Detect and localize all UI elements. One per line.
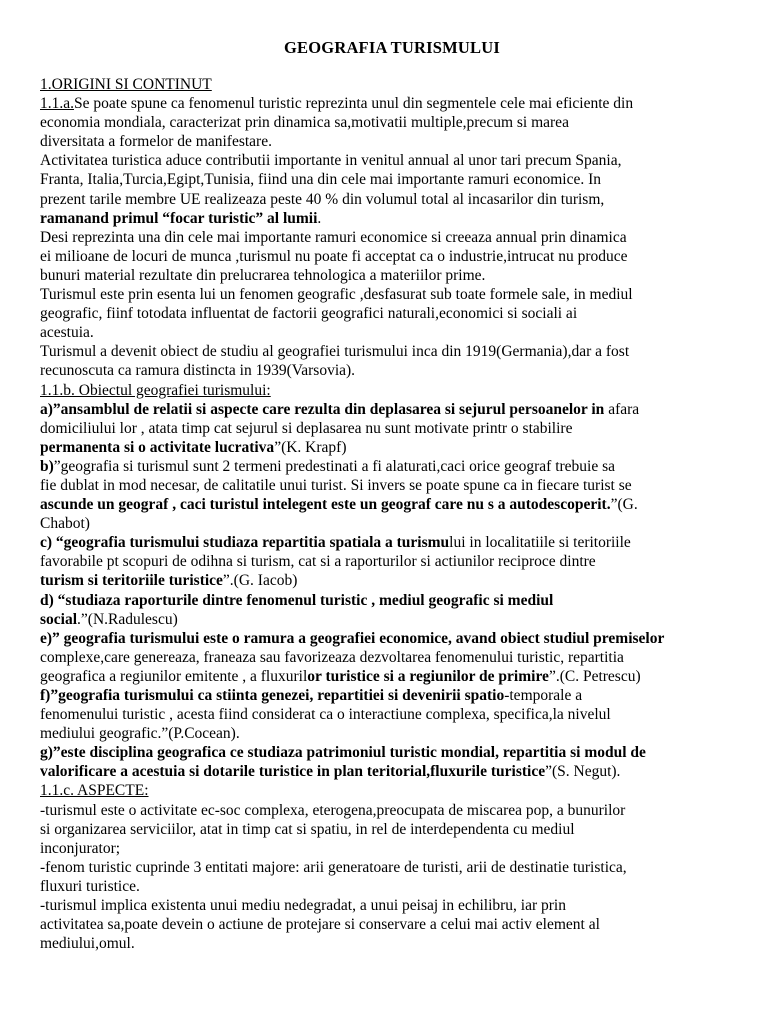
text-line xyxy=(40,247,744,266)
text-run: bunuri material rezultate din prelucrarea tehnologica a materiilor prime. xyxy=(40,266,486,284)
text-line xyxy=(40,151,744,170)
text-line xyxy=(40,629,744,648)
text-line xyxy=(40,724,744,743)
section-heading: 1.1.b. Obiectul geografiei turismului: xyxy=(40,381,271,399)
bold-run: social xyxy=(40,610,78,628)
text-run: mediului,omul. xyxy=(40,935,135,953)
text-run: . xyxy=(317,209,322,227)
text-run: lui in localitatiile si teritoriile xyxy=(449,534,631,552)
text-line xyxy=(40,514,744,533)
text-run: ”.(G. Iacob) xyxy=(222,572,298,590)
text-line xyxy=(40,839,744,858)
text-run: ”geografia si turismul sunt 2 termeni predestinati a fi alaturati,caci orice geograf trebuie sa xyxy=(53,457,616,475)
bold-run: g)”este disciplina geografica ce studiaza patrimoniul turistic mondial, repartitia si modul de xyxy=(40,744,646,762)
text-line xyxy=(40,75,744,94)
text-line xyxy=(40,762,744,781)
text-line xyxy=(40,94,744,113)
text-run: Turismul este prin esenta lui un fenomen geografic ,desfasurat sub toate formele sale, in mediul xyxy=(40,286,633,304)
text-run: fie dublat in mod necesar, de calitatile unui turist. Si invers se poate spune ca in fiecare turist se xyxy=(40,476,632,494)
text-line xyxy=(40,858,744,877)
text-run: favorabile pt scopuri de odihna si turism, cat si a raporturilor si actiunilor reciproce dintre xyxy=(40,553,596,571)
text-line xyxy=(40,190,744,209)
text-run: .”(N.Radulescu) xyxy=(77,610,178,628)
text-line xyxy=(40,132,744,151)
text-run: economia mondiala, caracterizat prin dinamica sa,motivatii multiple,precum si marea xyxy=(40,114,569,132)
text-line xyxy=(40,533,744,552)
bold-run: valorificare a acestuia si dotarile turistice in plan teritorial,fluxurile turistice xyxy=(40,763,546,781)
text-line xyxy=(40,743,744,762)
text-run: geografic, fiinf totodata influentat de factorii geografici naturali,economici si sociali ai xyxy=(40,305,578,323)
text-line xyxy=(40,934,744,953)
text-run: Activitatea turistica aduce contributii importante in venitul annual al unor tari precum Spania, xyxy=(40,152,622,170)
bold-run: permanenta si o activitate lucrativa xyxy=(40,438,275,456)
text-line xyxy=(40,113,744,132)
text-line xyxy=(40,571,744,590)
text-line xyxy=(40,552,744,571)
text-run: diversitata a formelor de manifestare. xyxy=(40,133,272,151)
text-line xyxy=(40,801,744,820)
text-run: prezent tarile membre UE realizeaza peste 40 % din volumul total al incasarilor din turism, xyxy=(40,190,605,208)
text-run: Se poate spune ca fenomenul turistic reprezinta unul din segmentele cele mai eficiente din xyxy=(74,95,634,113)
text-line xyxy=(40,667,744,686)
text-run: Franta, Italia,Turcia,Egipt,Tunisia, fiind una din cele mai importante ramuri economice. In xyxy=(40,171,602,189)
text-run: recunoscuta ca ramura distincta in 1939(Varsovia). xyxy=(40,362,356,380)
text-line xyxy=(40,686,744,705)
text-run: -turismul implica existenta unui mediu nedegradat, a unui peisaj in echilibru, iar prin xyxy=(40,897,566,915)
text-line xyxy=(40,705,744,724)
text-run: Turismul a devenit obiect de studiu al geografiei turismului inca din 1919(Germania),dar a fost xyxy=(40,343,630,361)
bold-run: a)”ansamblul de relatii si aspecte care rezulta din deplasarea si sejurul persoanelor in xyxy=(40,400,605,418)
text-line xyxy=(40,820,744,839)
text-run: ”.(C. Petrescu) xyxy=(548,667,641,685)
text-line xyxy=(40,648,744,667)
page-title: GEOGRAFIA TURISMULUI xyxy=(284,38,500,57)
text-line xyxy=(40,591,744,610)
text-line xyxy=(40,228,744,247)
text-line xyxy=(40,266,744,285)
bold-run: or turistice si a regiunilor de primire xyxy=(307,667,549,685)
bold-run: e)” geografia turismului este o ramura a geografiei economice, avand obiect studiul premiselor xyxy=(40,629,665,647)
text-line xyxy=(40,304,744,323)
text-line xyxy=(40,495,744,514)
bold-run: ascunde un geograf , caci turistul intelegent este un geograf care nu s a autodescoperit. xyxy=(40,496,611,514)
text-line xyxy=(40,381,744,400)
bold-run: ramanand primul “focar turistic” al lumii xyxy=(40,209,318,227)
text-run: fluxuri turistice. xyxy=(40,877,140,895)
text-run: -fenom turistic cuprinde 3 entitati majore: arii generatoare de turisti, arii de destinatie turistica, xyxy=(40,858,627,876)
text-run: acestuia. xyxy=(40,324,94,342)
text-run: ”(G. xyxy=(610,496,638,514)
bold-run: f)”geografia turismului ca stiinta genezei, repartitiei si devenirii spatio xyxy=(40,687,505,704)
text-run: complexe,care genereaza, franeaza sau favorizeaza dezvoltarea fenomenului turistic, repartitia xyxy=(40,648,624,666)
text-run: ei milioane de locuri de munca ,turismul nu poate fi acceptat ca o industrie,intrucat nu produce xyxy=(40,247,628,265)
section-heading: 1.1.a. xyxy=(40,95,75,113)
text-line xyxy=(40,285,744,304)
bold-run: turism si teritoriile turistice xyxy=(40,572,223,590)
bold-run: b) xyxy=(40,457,54,475)
text-run: activitatea sa,poate devein o actiune de protejare si conservare a celui mai activ element al xyxy=(40,916,600,934)
document-body xyxy=(40,75,744,953)
text-line xyxy=(40,419,744,438)
text-run: Chabot) xyxy=(40,515,90,533)
text-run: -turismul este o activitate ec-soc complexa, eterogena,preocupata de miscarea pop, a bunurilor xyxy=(40,801,626,819)
text-run: -temporale a xyxy=(504,687,583,704)
text-run: domiciliului lor , atata timp cat sejurul si deplasarea nu sunt motivate printr o stabilire xyxy=(40,419,573,437)
text-line xyxy=(40,457,744,476)
text-run: geografica a regiunilor emitente , a fluxuril xyxy=(40,667,308,685)
text-run: ”(S. Negut). xyxy=(545,763,621,781)
text-run: si organizarea serviciilor, atat in timp cat si spatiu, in rel de interdependenta cu mediul xyxy=(40,820,575,838)
section-heading: 1.ORIGINI SI CONTINUT xyxy=(40,76,212,93)
text-line xyxy=(40,438,744,457)
text-run: afara xyxy=(604,400,640,418)
text-line xyxy=(40,400,744,419)
text-line xyxy=(40,915,744,934)
text-run: ”(K. Krapf) xyxy=(274,438,347,456)
text-line xyxy=(40,209,744,228)
text-line xyxy=(40,170,744,189)
bold-run: c) “geografia turismului studiaza repartitia spatiala a turismu xyxy=(40,534,450,552)
section-heading: 1.1.c. ASPECTE: xyxy=(40,782,149,800)
bold-run: d) “studiaza raporturile dintre fenomenul turistic , mediul geografic si mediul xyxy=(40,591,554,609)
text-line xyxy=(40,781,744,800)
text-run: mediului geografic.”(P.Cocean). xyxy=(40,725,240,743)
text-run: fenomenului turistic , acesta fiind considerat ca o interactiune complexa, specifica,la nivelul xyxy=(40,706,611,724)
text-line xyxy=(40,610,744,629)
text-run: Desi reprezinta una din cele mai importante ramuri economice si creeaza annual prin dinamica xyxy=(40,228,627,246)
text-line xyxy=(40,476,744,495)
text-line xyxy=(40,342,744,361)
text-line xyxy=(40,323,744,342)
text-run: inconjurator; xyxy=(40,839,121,857)
text-line xyxy=(40,896,744,915)
text-line xyxy=(40,361,744,380)
text-line xyxy=(40,877,744,896)
